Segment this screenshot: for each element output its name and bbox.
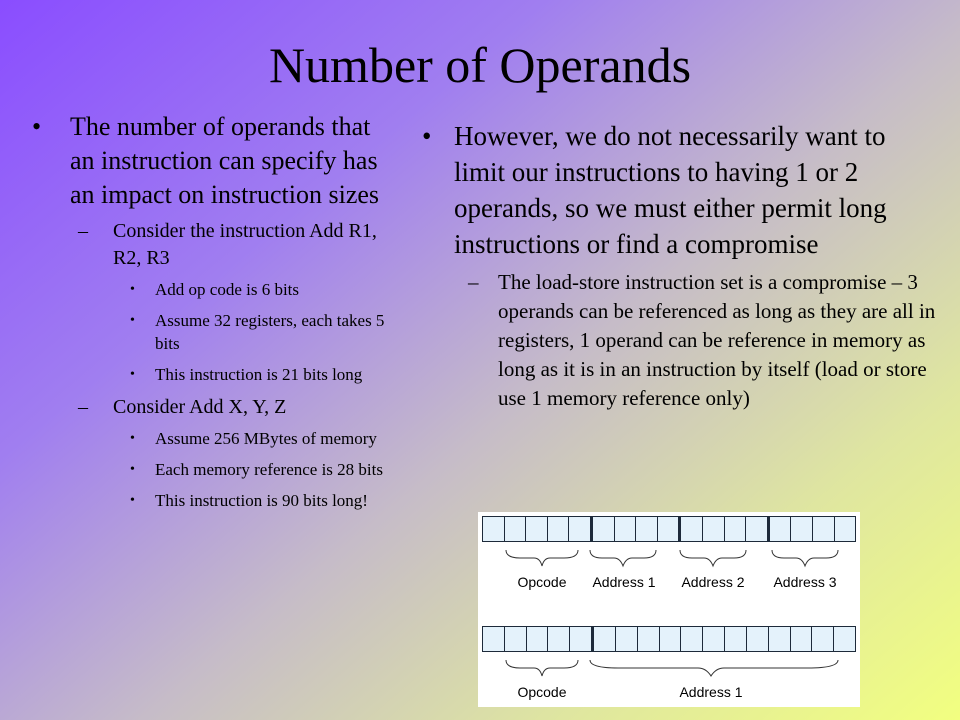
- sub-bullet-text: Consider Add X, Y, Z: [113, 396, 287, 418]
- bullet-icon: •: [130, 367, 135, 382]
- bullet-icon: •: [130, 282, 135, 297]
- bullet-icon: •: [130, 313, 135, 328]
- sub-sub-bullet-text: Each memory reference is 28 bits: [155, 460, 383, 479]
- sub-sub-bullet-item: [30, 458, 390, 481]
- bullet-icon: •: [130, 431, 135, 446]
- sub-sub-bullet-text: Assume 256 MBytes of memory: [155, 429, 377, 448]
- right-column: [420, 118, 940, 419]
- slide-title: Number of Operands: [268, 37, 692, 93]
- field-label-opcode: Opcode: [517, 574, 567, 590]
- sub-sub-bullet-text: This instruction is 90 bits long!: [155, 491, 368, 510]
- bullet-icon: •: [130, 493, 135, 508]
- bullet-item: [420, 118, 940, 262]
- sub-sub-bullet-item: [30, 489, 390, 512]
- brace-icon: [478, 548, 860, 574]
- sub-sub-bullet-text: Assume 32 registers, each takes 5 bits: [155, 311, 385, 353]
- field-label-opcode: Opcode: [517, 684, 567, 700]
- field-label-address2: Address 2: [681, 574, 745, 590]
- sub-bullet-item: [30, 218, 390, 272]
- sub-bullet-item: [420, 268, 940, 413]
- field-label-address1: Address 1: [592, 574, 656, 590]
- field-label-address3: Address 3: [773, 574, 837, 590]
- bullet-icon: •: [130, 462, 135, 477]
- left-column: [30, 110, 390, 520]
- dash-icon: –: [78, 220, 88, 242]
- sub-bullet-text: The load-store instruction set is a compromise – 3 operands can be referenced as long as they are all in registers, 1 operand can be reference in memory as long as it is in an instruction by itself (load or store use 1 memory reference only): [498, 270, 936, 410]
- bullet-icon: •: [422, 121, 432, 151]
- field-label-address1: Address 1: [679, 684, 743, 700]
- dash-icon: –: [78, 396, 88, 418]
- dash-icon: –: [468, 270, 479, 294]
- sub-bullet-item: [30, 394, 390, 421]
- instruction-format-diagram: [478, 512, 860, 707]
- bullet-icon: •: [32, 112, 42, 141]
- sub-sub-bullet-item: [30, 309, 390, 355]
- bullet-item: [30, 110, 390, 212]
- sub-sub-bullet-item: [30, 278, 390, 301]
- sub-sub-bullet-item: [30, 363, 390, 386]
- sub-sub-bullet-text: This instruction is 21 bits long: [155, 365, 363, 384]
- sub-sub-bullet-text: Add op code is 6 bits: [155, 280, 300, 299]
- bullet-text: The number of operands that an instruction can specify has an impact on instruction sizes: [70, 112, 380, 209]
- bullet-text: However, we do not necessarily want to limit our instructions to having 1 or 2 operands, so we must either permit long instructions or find a compromise: [454, 121, 887, 259]
- brace-icon: [478, 658, 860, 684]
- sub-sub-bullet-item: [30, 427, 390, 450]
- sub-bullet-text: Consider the instruction Add R1, R2, R3: [113, 220, 377, 269]
